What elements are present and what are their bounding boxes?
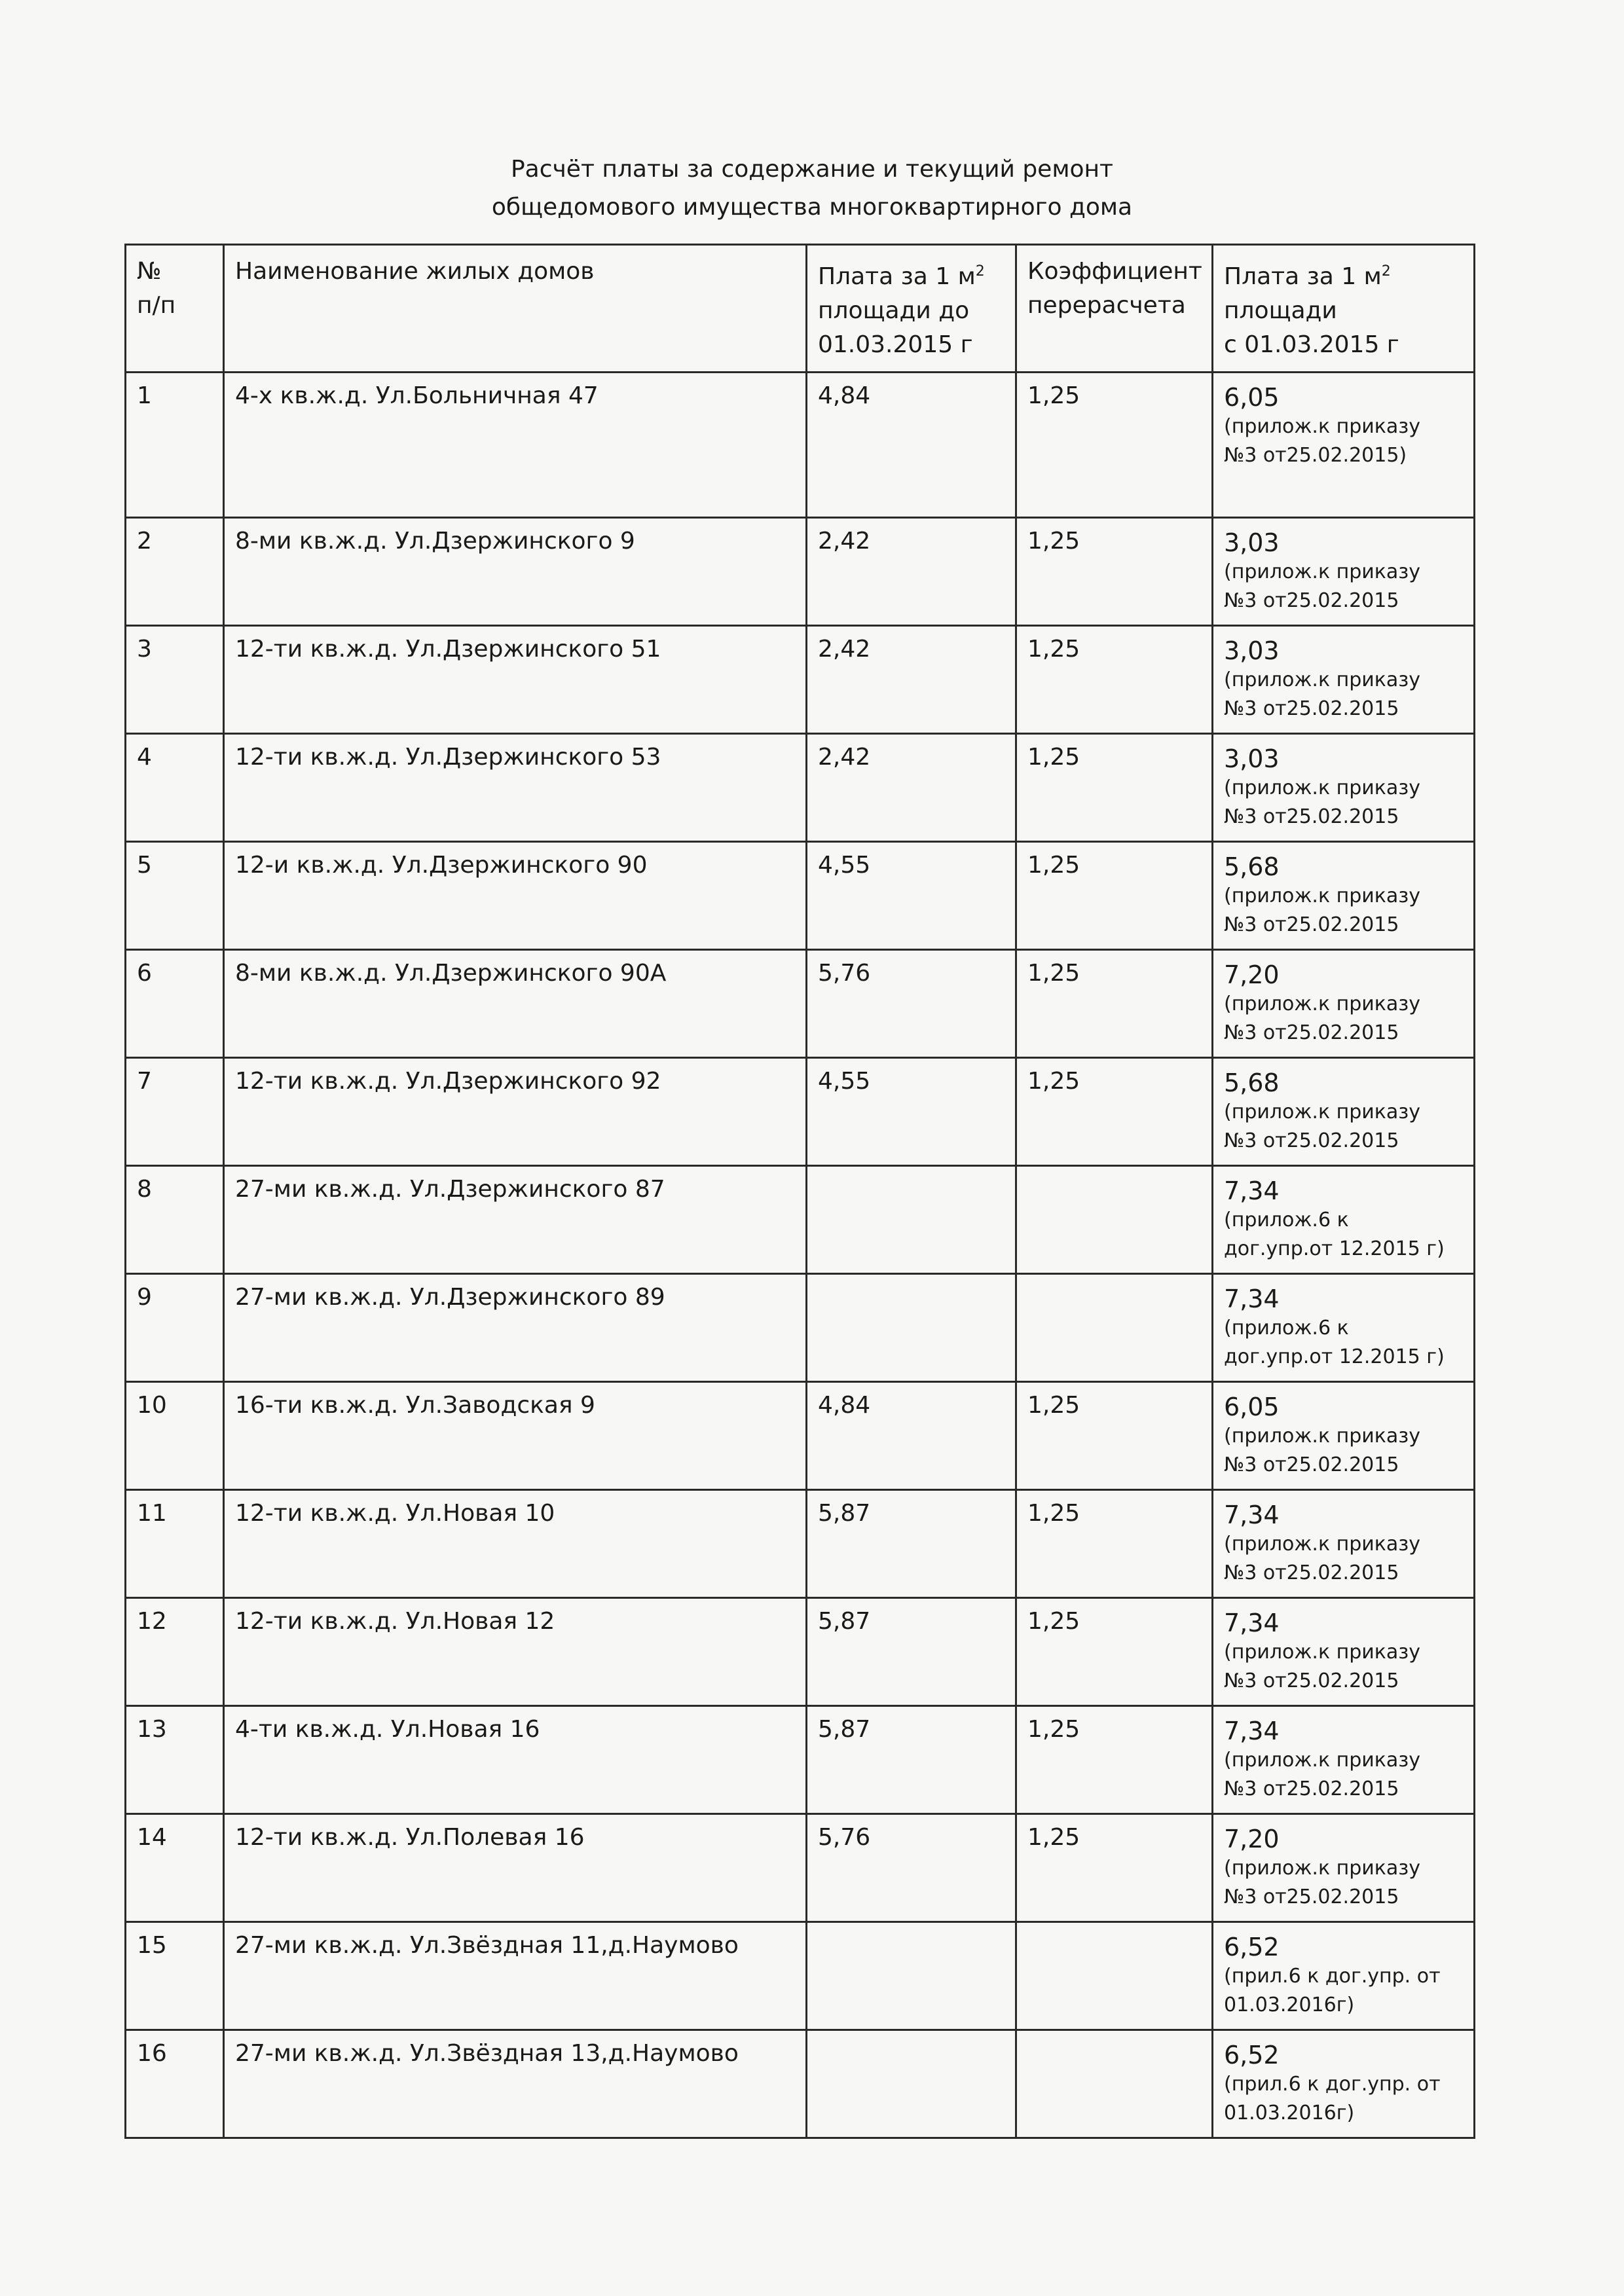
fee-note-line1: (прил.6 к дог.упр. от [1224,2073,1441,2096]
fee-note-line1: (прил.6 к дог.упр. от [1224,1965,1441,1988]
table-row [126,1382,1475,1490]
coefficient: 1,25 [1016,842,1213,950]
prev-fee: 5,87 [807,1490,1016,1598]
header-coefficient [1016,245,1213,373]
header-number-line2: п/п [137,292,176,319]
new-fee-cell [1213,1922,1475,2030]
row-number: 8 [126,1166,224,1274]
fee-note-line2: №3 от25.02.2015 [1224,1561,1399,1584]
prev-fee: 4,55 [807,1058,1016,1166]
fee-note-line2: №3 от25.02.2015 [1224,1129,1399,1152]
fee-note-line2: №3 от25.02.2015 [1224,1453,1399,1476]
coefficient: 1,25 [1016,1382,1213,1490]
prev-fee: 2,42 [807,626,1016,734]
fee-note-line1: (прилож.к приказу [1224,1425,1420,1448]
fee-note-line1: (прилож.к приказу [1224,993,1420,1015]
house-name: 4-х кв.ж.д. Ул.Больничная 47 [224,373,807,518]
prev-fee: 5,87 [807,1706,1016,1814]
row-number: 12 [126,1598,224,1706]
row-number: 2 [126,518,224,626]
fee-note-line2: №3 от25.02.2015 [1224,1777,1399,1800]
header-new-line3: с 01.03.2015 г [1224,331,1399,358]
prev-fee [807,1274,1016,1382]
prev-fee [807,2030,1016,2138]
new-fee-cell [1213,1382,1475,1490]
house-name: 4-ти кв.ж.д. Ул.Новая 16 [224,1706,807,1814]
table-row [126,1166,1475,1274]
new-fee: 6,52 [1224,2041,1280,2069]
house-name: 12-ти кв.ж.д. Ул.Дзержинского 51 [224,626,807,734]
coefficient: 1,25 [1016,373,1213,518]
table-row [126,842,1475,950]
fee-note-line1: (прилож.6 к [1224,1317,1349,1339]
fee-note-line2: №3 от25.02.2015 [1224,589,1399,612]
fee-note-line1: (прилож.к приказу [1224,560,1420,583]
new-fee: 3,03 [1224,636,1280,665]
header-new-line1: Плата за 1 м [1224,263,1382,290]
header-new-sup: 2 [1381,263,1391,280]
tariff-table [124,244,1475,2139]
table-row [126,1598,1475,1706]
house-name: 27-ми кв.ж.д. Ул.Дзержинского 89 [224,1274,807,1382]
fee-note-line2: №3 от25.02.2015 [1224,1021,1399,1044]
row-number: 13 [126,1706,224,1814]
table-row [126,373,1475,518]
document-title [0,151,1624,227]
table-row [126,518,1475,626]
fee-note-line2: 01.03.2016г) [1224,2102,1355,2124]
new-fee-cell [1213,1598,1475,1706]
table-body [126,373,1475,2138]
fee-note-line2: дог.упр.от 12.2015 г) [1224,1237,1445,1260]
header-house-name: Наименование жилых домов [224,245,807,373]
house-name: 12-ти кв.ж.д. Ул.Новая 12 [224,1598,807,1706]
fee-note-line1: (прилож.к приказу [1224,1101,1420,1123]
house-name: 27-ми кв.ж.д. Ул.Дзержинского 87 [224,1166,807,1274]
fee-note-line1: (прилож.к приказу [1224,1533,1420,1556]
row-number: 16 [126,2030,224,2138]
table-row [126,950,1475,1058]
table-row [126,1274,1475,1382]
new-fee-cell [1213,1490,1475,1598]
table-row [126,734,1475,842]
prev-fee: 4,55 [807,842,1016,950]
new-fee-cell [1213,2030,1475,2138]
row-number: 15 [126,1922,224,2030]
header-prev-line2: площади до [818,297,970,324]
header-number-line1: № [137,258,162,285]
house-name: 8-ми кв.ж.д. Ул.Дзержинского 90А [224,950,807,1058]
new-fee: 7,34 [1224,1501,1280,1529]
new-fee-cell [1213,1166,1475,1274]
new-fee-cell [1213,518,1475,626]
prev-fee: 2,42 [807,734,1016,842]
table-row [126,1814,1475,1922]
fee-note-line1: (прилож.к приказу [1224,1857,1420,1880]
new-fee: 3,03 [1224,744,1280,773]
fee-note-line1: (прилож.к приказу [1224,1749,1420,1772]
row-number: 7 [126,1058,224,1166]
fee-note-line2: №3 от25.02.2015 [1224,1886,1399,1908]
new-fee: 6,52 [1224,1933,1280,1961]
house-name: 27-ми кв.ж.д. Ул.Звёздная 11,д.Наумово [224,1922,807,2030]
row-number: 11 [126,1490,224,1598]
new-fee: 5,68 [1224,852,1280,881]
row-number: 5 [126,842,224,950]
header-number [126,245,224,373]
house-name: 16-ти кв.ж.д. Ул.Заводская 9 [224,1382,807,1490]
fee-note-line1: (прилож.к приказу [1224,884,1420,907]
house-name: 8-ми кв.ж.д. Ул.Дзержинского 9 [224,518,807,626]
new-fee-cell [1213,1706,1475,1814]
new-fee-cell [1213,626,1475,734]
coefficient: 1,25 [1016,1490,1213,1598]
new-fee-cell [1213,842,1475,950]
new-fee-cell [1213,373,1475,518]
header-new-line2: площади [1224,297,1337,324]
row-number: 1 [126,373,224,518]
prev-fee: 5,76 [807,950,1016,1058]
table-row [126,626,1475,734]
house-name: 12-ти кв.ж.д. Ул.Дзержинского 92 [224,1058,807,1166]
coefficient: 1,25 [1016,950,1213,1058]
new-fee: 7,20 [1224,960,1280,989]
fee-note-line2: дог.упр.от 12.2015 г) [1224,1345,1445,1368]
house-name: 12-ти кв.ж.д. Ул.Полевая 16 [224,1814,807,1922]
prev-fee [807,1922,1016,2030]
fee-note-line1: (прилож.к приказу [1224,415,1420,438]
coefficient: 1,25 [1016,626,1213,734]
new-fee: 3,03 [1224,528,1280,557]
row-number: 10 [126,1382,224,1490]
coefficient: 1,25 [1016,1814,1213,1922]
prev-fee: 5,87 [807,1598,1016,1706]
fee-note-line1: (прилож.к приказу [1224,1641,1420,1664]
row-number: 3 [126,626,224,734]
new-fee: 7,34 [1224,1609,1280,1637]
table-header-row [126,245,1475,373]
fee-note-line2: №3 от25.02.2015 [1224,913,1399,936]
table-row [126,1058,1475,1166]
new-fee: 7,34 [1224,1285,1280,1313]
header-prev-sup: 2 [975,263,985,280]
coefficient: 1,25 [1016,518,1213,626]
coefficient [1016,1274,1213,1382]
coefficient: 1,25 [1016,734,1213,842]
row-number: 6 [126,950,224,1058]
new-fee: 5,68 [1224,1068,1280,1097]
title-line-1: Расчёт платы за содержание и текущий ремонт [510,156,1114,183]
new-fee-cell [1213,1814,1475,1922]
prev-fee: 5,76 [807,1814,1016,1922]
new-fee-cell [1213,1274,1475,1382]
row-number: 9 [126,1274,224,1382]
fee-note-line1: (прилож.6 к [1224,1209,1349,1231]
prev-fee: 2,42 [807,518,1016,626]
header-prev-fee [807,245,1016,373]
fee-note-line2: №3 от25.02.2015) [1224,444,1407,467]
table-row [126,2030,1475,2138]
new-fee: 6,05 [1224,383,1280,412]
table-row [126,1922,1475,2030]
fee-note-line2: 01.03.2016г) [1224,1994,1355,2016]
house-name: 12-ти кв.ж.д. Ул.Новая 10 [224,1490,807,1598]
house-name: 12-ти кв.ж.д. Ул.Дзержинского 53 [224,734,807,842]
fee-note-line1: (прилож.к приказу [1224,776,1420,799]
fee-note-line1: (прилож.к приказу [1224,668,1420,691]
new-fee: 7,34 [1224,1717,1280,1745]
header-new-fee [1213,245,1475,373]
fee-note-line2: №3 от25.02.2015 [1224,1669,1399,1692]
table-row [126,1490,1475,1598]
coefficient: 1,25 [1016,1598,1213,1706]
header-prev-line1: Плата за 1 м [818,263,976,290]
new-fee: 6,05 [1224,1393,1280,1421]
new-fee-cell [1213,1058,1475,1166]
title-line-2: общедомового имущества многоквартирного дома [491,194,1133,221]
new-fee: 7,20 [1224,1825,1280,1853]
new-fee-cell [1213,950,1475,1058]
fee-note-line2: №3 от25.02.2015 [1224,697,1399,720]
coefficient [1016,2030,1213,2138]
table-row [126,1706,1475,1814]
row-number: 14 [126,1814,224,1922]
house-name: 12-и кв.ж.д. Ул.Дзержинского 90 [224,842,807,950]
new-fee-cell [1213,734,1475,842]
fee-note-line2: №3 от25.02.2015 [1224,805,1399,828]
prev-fee [807,1166,1016,1274]
prev-fee: 4,84 [807,373,1016,518]
house-name: 27-ми кв.ж.д. Ул.Звёздная 13,д.Наумово [224,2030,807,2138]
header-coef-line1: Коэффициент [1027,258,1202,285]
prev-fee: 4,84 [807,1382,1016,1490]
coefficient [1016,1922,1213,2030]
coefficient [1016,1166,1213,1274]
header-coef-line2: перерасчета [1027,292,1186,319]
coefficient: 1,25 [1016,1706,1213,1814]
coefficient: 1,25 [1016,1058,1213,1166]
row-number: 4 [126,734,224,842]
new-fee: 7,34 [1224,1176,1280,1205]
header-prev-line3: 01.03.2015 г [818,331,973,358]
